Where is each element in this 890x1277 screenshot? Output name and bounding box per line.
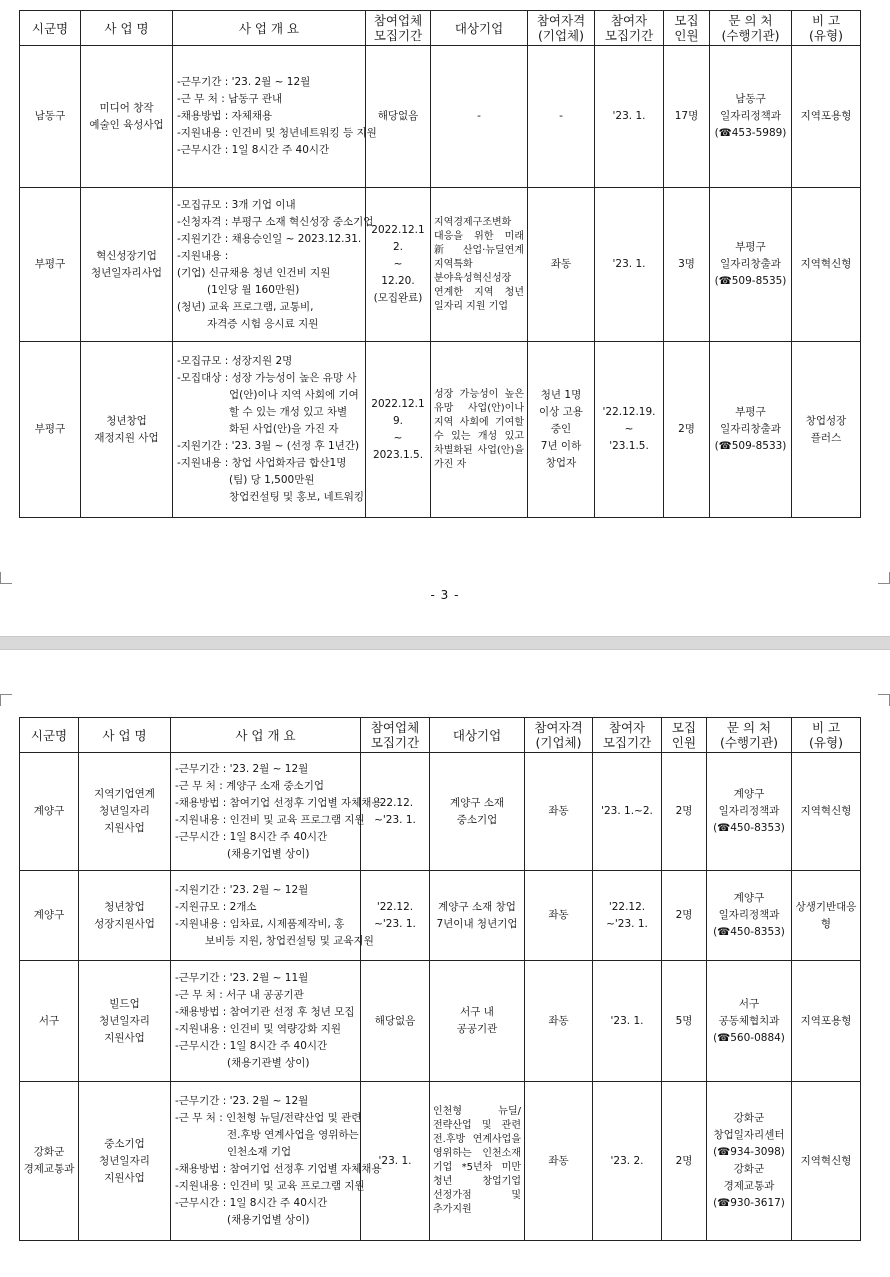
participant-period-line: '23.1.5.	[609, 440, 649, 452]
overview-line: 창업컨설팅 및 홍보, 네트워킹	[229, 491, 365, 503]
contact-line: 일자리정책과	[720, 110, 781, 122]
target-line: 계양구 소재	[449, 796, 505, 809]
project-name-line: 지원사업	[104, 1171, 145, 1184]
contact-line: 공동체협치과	[718, 1014, 780, 1027]
participant-period-cell	[593, 753, 662, 871]
participant-period-cell	[595, 342, 664, 518]
target-cell	[431, 188, 528, 342]
count-cell	[662, 1082, 707, 1241]
participant-period-line: '23. 1.	[612, 258, 646, 270]
overview-line: (채용기관별 상이)	[227, 1057, 310, 1069]
project-name-line: 혁신성장기업	[96, 249, 157, 262]
recruit-period-line: '23. 1.	[378, 1154, 412, 1167]
overview-line: -근무시간 : 1일 8시간 주 40시간	[175, 1197, 328, 1209]
overview-line: -근무기간 : '23. 2월 ~ 12월	[175, 762, 309, 775]
header-participant-period: 참여자 모집기간	[595, 11, 664, 46]
target-cell	[430, 1082, 525, 1241]
contact-line: 부평구	[735, 241, 766, 253]
overview-line: -근 무 처 : 인천형 뉴딜/전략산업 및 관련	[175, 1112, 362, 1124]
qualification-line: 좌동	[548, 1014, 569, 1027]
recruit-period-line: ~'23. 1.	[374, 813, 416, 826]
overview-line: -근무시간 : 1일 8시간 주 40시간	[175, 830, 328, 843]
header-overview: 사 업 개 요	[171, 718, 361, 753]
recruit-period-line: 12.20.	[381, 275, 415, 287]
overview-line: 보비등 지원, 창업컨설팅 및 교육지원	[205, 934, 374, 947]
overview-line: -근 무 처 : 남동구 관내	[177, 93, 283, 105]
table-row	[20, 961, 861, 1082]
qualification-line: 이상 고용	[539, 406, 583, 418]
target-cell	[430, 871, 525, 961]
target-text: -	[477, 110, 481, 122]
project-table-page-2	[19, 717, 861, 1241]
target-line: 7년이내 청년기업	[436, 917, 518, 930]
project-name-line: 중소기업	[104, 1137, 145, 1150]
header-contact: 문 의 처 (수행기관)	[707, 718, 792, 753]
header-project-name: 사 업 명	[79, 718, 171, 753]
contact-line: 계양구	[733, 788, 765, 800]
recruit-period-line: 해당없음	[377, 110, 419, 122]
table-row	[20, 753, 861, 871]
header-recruit-period: 참여업체 모집기간	[366, 11, 431, 46]
project-name-cell	[79, 871, 171, 961]
contact-cell	[707, 961, 792, 1082]
overview-line: -지원기간 : 채용승인일 ~ 2023.12.31.	[177, 232, 362, 245]
recruit-period-line: 2022.12.12.	[371, 224, 425, 253]
recruit-count: 2명	[675, 909, 693, 921]
overview-line: -근무기간 : '23. 2월 ~ 11월	[175, 972, 309, 984]
header-count: 모집 인원	[662, 718, 707, 753]
header-target: 대상기업	[431, 11, 528, 46]
header-contact: 문 의 처 (수행기관)	[710, 11, 792, 46]
page-corner-mark	[0, 572, 12, 584]
overview-line: -채용방법 : 자체채용	[177, 110, 273, 122]
participant-period-cell	[593, 871, 662, 961]
project-name-line: 청년창업	[104, 900, 145, 913]
recruit-period-line: ~'23. 1.	[374, 917, 416, 930]
recruit-period-line: '22.12.	[376, 900, 414, 913]
contact-line: 일자리창출과	[720, 423, 781, 435]
overview-cell	[171, 961, 361, 1082]
page-corner-mark	[878, 572, 890, 584]
qualification-cell	[525, 961, 593, 1082]
target-line: 공공기관	[456, 1023, 498, 1035]
qualification-line: 좌동	[548, 1154, 569, 1167]
overview-line: -근무시간 : 1일 8시간 주 40시간	[177, 144, 330, 156]
contact-line: (☎509-8533)	[714, 440, 787, 452]
target-line: 서구 내	[460, 1006, 494, 1018]
project-name-line: 청년일자리사업	[90, 266, 162, 279]
type-cell	[792, 961, 861, 1082]
header-target: 대상기업	[430, 718, 525, 753]
recruit-period-line: ~	[393, 258, 403, 270]
overview-line: 업(안)이나 지역 사회에 기여	[229, 389, 359, 401]
overview-line: -모집대상 : 성장 가능성이 높은 유망 사	[177, 372, 357, 384]
contact-cell	[707, 871, 792, 961]
type-line: 플러스	[810, 431, 842, 444]
target-cell	[431, 342, 528, 518]
contact-cell	[707, 753, 792, 871]
header-region: 시군명	[20, 11, 81, 46]
project-name-cell	[81, 342, 173, 518]
overview-line: (청년) 교육 프로그램, 교통비,	[177, 300, 314, 313]
overview-line: -지원내용 :	[177, 249, 229, 262]
qualification-cell	[525, 753, 593, 871]
participant-period-line: '23. 1.~2.	[601, 805, 653, 817]
qualification-line: 창업자	[545, 457, 577, 469]
qualification-line: 중인	[550, 423, 572, 435]
contact-line: 일자리정책과	[718, 805, 780, 817]
region-cell	[20, 753, 79, 871]
contact-line: (☎450-8353)	[713, 822, 785, 834]
document-page-2	[0, 650, 890, 1277]
overview-line: -지원내용 : 창업 사업화자금 합산1명	[177, 457, 347, 469]
header-participant-period: 참여자 모집기간	[593, 718, 662, 753]
participant-period-cell	[593, 1082, 662, 1241]
region-name: 서구	[38, 1014, 60, 1027]
overview-line: (팀) 당 1,500만원	[229, 474, 315, 486]
overview-line: -근무기간 : '23. 2월 ~ 12월	[175, 1095, 309, 1107]
type-cell	[792, 342, 861, 518]
type-line: 지역포용형	[800, 1014, 852, 1027]
participant-period-line: ~'23. 1.	[606, 917, 648, 930]
project-name-line: 지역기업연계	[94, 788, 155, 800]
overview-line: -근 무 처 : 서구 내 공공기관	[175, 989, 304, 1001]
project-name-cell	[81, 188, 173, 342]
count-cell	[662, 961, 707, 1082]
recruit-period-line: (모집완료)	[373, 292, 423, 304]
recruit-period-line: '22.12.	[376, 796, 414, 809]
header-type: 비 고 (유형)	[792, 11, 861, 46]
region-cell	[20, 342, 81, 518]
region-name: 계양구	[33, 909, 65, 921]
overview-line: -지원내용 : 인건비 및 역량강화 지원	[175, 1023, 342, 1035]
project-name-line: 청년일자리	[99, 1014, 150, 1027]
table-row	[20, 188, 861, 342]
type-cell	[792, 753, 861, 871]
page-number: - 3 -	[430, 588, 460, 602]
target-cell	[430, 961, 525, 1082]
table-row	[20, 342, 861, 518]
overview-cell	[171, 1082, 382, 1241]
qualification-line: 7년 이하	[540, 440, 582, 452]
qualification-line: 청년 1명	[540, 389, 582, 401]
recruit-period-line: 해당없음	[374, 1014, 416, 1027]
target-text: 인천형 뉴딜/전략산업 및 관련 전.후방 연계사업을 영위하는 인천소재 기업 *5년차 미만 청년 창업기업 선정가점 및 추가지원	[433, 1106, 521, 1215]
recruit-period-line: 2022.12.19.	[371, 397, 425, 427]
project-name-line: 재정지원 사업	[94, 431, 159, 444]
contact-line: (☎509-8535)	[714, 275, 787, 287]
overview-line: -지원내용 : 임차료, 시제품제작비, 홍	[175, 917, 345, 930]
recruit-period-cell	[361, 753, 430, 871]
count-cell	[664, 342, 710, 518]
contact-cell	[710, 188, 792, 342]
recruit-period-cell	[366, 46, 431, 188]
overview-line: (채용기업별 상이)	[227, 1214, 310, 1226]
region-name: 남동구	[34, 110, 66, 122]
count-cell	[662, 753, 707, 871]
overview-line: 할 수 있는 개성 있고 차별	[229, 406, 348, 418]
overview-line: -근무시간 : 1일 8시간 주 40시간	[175, 1040, 328, 1052]
project-name-cell	[79, 753, 171, 871]
recruit-period-cell	[361, 961, 430, 1082]
contact-line: 경제교통과	[723, 1180, 775, 1192]
region-cell	[20, 961, 79, 1082]
contact-line: (☎934-3098)	[713, 1146, 785, 1158]
recruit-count: 3명	[678, 258, 695, 270]
overview-line: -근 무 처 : 계양구 소재 중소기업	[175, 779, 325, 792]
target-line: 계양구 소재 창업	[438, 900, 516, 913]
project-name-cell	[79, 1082, 171, 1241]
project-name-line: 청년일자리	[99, 805, 150, 817]
table-row	[20, 46, 861, 188]
overview-line: -근무기간 : '23. 2월 ~ 12월	[177, 76, 311, 88]
project-name-line: 지원사업	[104, 822, 145, 834]
overview-line: 자격증 시험 응시료 지원	[207, 317, 319, 330]
contact-line: 남동구	[735, 93, 766, 105]
qualification-cell	[528, 342, 595, 518]
header-region: 시군명	[20, 718, 79, 753]
recruit-period-line: 2023.1.5.	[372, 448, 424, 461]
participant-period-cell	[595, 46, 664, 188]
region-cell	[20, 46, 81, 188]
region-cell	[20, 188, 81, 342]
table-row	[20, 871, 861, 961]
table-row	[20, 1082, 861, 1241]
overview-line: (채용기업별 상이)	[227, 847, 310, 860]
overview-cell	[173, 342, 366, 518]
type-line: 지역혁신형	[800, 258, 852, 270]
overview-cell	[173, 46, 377, 188]
overview-line: -모집규모 : 3개 기업 이내	[177, 198, 296, 211]
project-name-line: 지원사업	[104, 1031, 145, 1044]
contact-cell	[710, 46, 792, 188]
overview-line: -채용방법 : 참여기업 선정후 기업별 자체채용	[175, 796, 382, 809]
page-corner-mark	[0, 694, 12, 706]
header-project-name: 사 업 명	[81, 11, 173, 46]
qualification-cell	[525, 871, 593, 961]
type-line: 지역혁신형	[800, 805, 852, 817]
overview-cell	[171, 871, 374, 961]
type-line: 지역포용형	[800, 110, 852, 122]
participant-period-cell	[595, 188, 664, 342]
contact-line: 강화군	[733, 1112, 765, 1124]
header-type: 비 고 (유형)	[792, 718, 861, 753]
contact-line: 강화군	[733, 1163, 765, 1175]
type-line: 지역혁신형	[800, 1154, 852, 1167]
count-cell	[664, 188, 710, 342]
region-name: 부평구	[34, 423, 66, 435]
region-cell	[20, 871, 79, 961]
contact-line: 부평구	[735, 406, 766, 418]
overview-cell	[171, 753, 382, 871]
contact-line: 창업일자리센터	[713, 1129, 785, 1141]
overview-line: -지원내용 : 인건비 및 청년네트워킹 등 지원	[177, 127, 377, 139]
overview-line: -신청자격 : 부평구 소재 혁신성장 중소기업	[177, 215, 374, 228]
project-name-cell	[79, 961, 171, 1082]
qualification-line: 좌동	[550, 258, 572, 270]
project-table-page-1	[19, 10, 861, 518]
target-line: 중소기업	[456, 813, 498, 826]
table-header-row	[20, 11, 861, 46]
overview-line: -지원규모 : 2개소	[175, 900, 257, 913]
page-separator	[0, 636, 890, 650]
header-overview: 사 업 개 요	[173, 11, 366, 46]
page-corner-mark	[878, 694, 890, 706]
target-text: 지역경제구조변화 대응을 위한 미래 新산업·뉴딜연계 지역특화 분야육성혁신성장 연계한 지역 청년 일자리 지원 기업	[434, 216, 524, 312]
participant-period-line: '23. 2.	[610, 1154, 644, 1167]
overview-line: -채용방법 : 참여기업 선정후 기업별 자체채용	[175, 1163, 382, 1175]
region-name: 강화군 경제교통과	[23, 1146, 75, 1175]
recruit-count: 2명	[675, 1154, 693, 1167]
region-cell	[20, 1082, 79, 1241]
recruit-period-cell	[366, 342, 431, 518]
recruit-count: 17명	[674, 110, 699, 122]
header-recruit-period: 참여업체 모집기간	[361, 718, 430, 753]
type-line: 상생기반대응형	[795, 900, 857, 930]
project-name-line: 청년창업	[106, 414, 147, 427]
qualification-cell	[525, 1082, 593, 1241]
contact-cell	[707, 1082, 792, 1241]
qualification-line: -	[559, 110, 563, 122]
participant-period-cell	[593, 961, 662, 1082]
participant-period-line: '22.12.19.	[602, 406, 656, 418]
project-name-line: 빌드업	[109, 997, 140, 1010]
contact-line: 일자리창출과	[720, 258, 781, 270]
overview-line: -모집규모 : 성장지원 2명	[177, 355, 293, 367]
overview-line: (기업) 신규채용 청년 인건비 지원	[177, 266, 331, 279]
overview-line: -지원내용 : 인건비 및 교육 프로그램 지원	[175, 813, 365, 826]
table-header-row	[20, 718, 861, 753]
header-qualification: 참여자격 (기업체)	[525, 718, 593, 753]
type-cell	[792, 46, 861, 188]
contact-line: (☎930-3617)	[713, 1197, 785, 1209]
project-name-line: 예술인 육성사업	[89, 118, 164, 131]
contact-line: 계양구	[733, 892, 765, 904]
contact-line: (☎450-8353)	[713, 926, 785, 938]
qualification-line: 좌동	[548, 805, 569, 817]
count-cell	[664, 46, 710, 188]
overview-line: 전.후방 연계사업을 영위하는	[227, 1129, 359, 1141]
recruit-count: 5명	[675, 1014, 693, 1027]
overview-line: -지원내용 : 인건비 및 교육 프로그램 지원	[175, 1180, 365, 1192]
header-qualification: 참여자격 (기업체)	[528, 11, 595, 46]
contact-line: (☎560-0884)	[713, 1031, 785, 1044]
region-name: 계양구	[33, 805, 65, 817]
qualification-line: 좌동	[548, 909, 569, 921]
recruit-count: 2명	[675, 805, 693, 817]
recruit-period-line: ~	[393, 431, 403, 444]
type-cell	[792, 871, 861, 961]
target-cell	[431, 46, 528, 188]
overview-line: -지원기간 : '23. 2월 ~ 12월	[175, 883, 309, 896]
count-cell	[662, 871, 707, 961]
type-cell	[792, 1082, 861, 1241]
project-name-line: 청년일자리	[99, 1154, 150, 1167]
type-line: 창업성장	[805, 414, 847, 427]
header-count: 모집 인원	[664, 11, 710, 46]
overview-line: 화된 사업(안)을 가진 자	[229, 423, 339, 435]
recruit-count: 2명	[678, 423, 695, 435]
overview-line: -채용방법 : 참여기관 선정 후 청년 모집	[175, 1006, 355, 1018]
participant-period-line: ~	[624, 423, 634, 435]
project-name-line: 성장지원사업	[94, 917, 155, 930]
target-text: 성장 가능성이 높은 유망 사업(안)이나 지역 사회에 기여할 수 있는 개성 있고 차별화된 사업(안)을 가진 자	[434, 388, 524, 470]
recruit-period-cell	[361, 1082, 430, 1241]
region-name: 부평구	[34, 258, 66, 270]
project-name-cell	[81, 46, 173, 188]
participant-period-line: '23. 1.	[610, 1014, 644, 1027]
overview-line: (1인당 월 160만원)	[207, 283, 300, 296]
contact-cell	[710, 342, 792, 518]
recruit-period-cell	[366, 188, 431, 342]
contact-line: 일자리정책과	[718, 909, 780, 921]
project-name-line: 미디어 창작	[99, 101, 154, 114]
overview-line: 인천소재 기업	[227, 1146, 292, 1158]
document-page-1	[0, 0, 890, 636]
contact-line: 서구	[738, 997, 760, 1010]
contact-line: (☎453-5989)	[714, 127, 787, 139]
overview-line: -지원기간 : '23. 3월 ~ (선정 후 1년간)	[177, 440, 360, 452]
target-cell	[430, 753, 525, 871]
qualification-cell	[528, 46, 595, 188]
qualification-cell	[528, 188, 595, 342]
participant-period-line: '23. 1.	[612, 110, 646, 122]
type-cell	[792, 188, 861, 342]
participant-period-line: '22.12.	[608, 900, 646, 913]
overview-cell	[173, 188, 374, 342]
